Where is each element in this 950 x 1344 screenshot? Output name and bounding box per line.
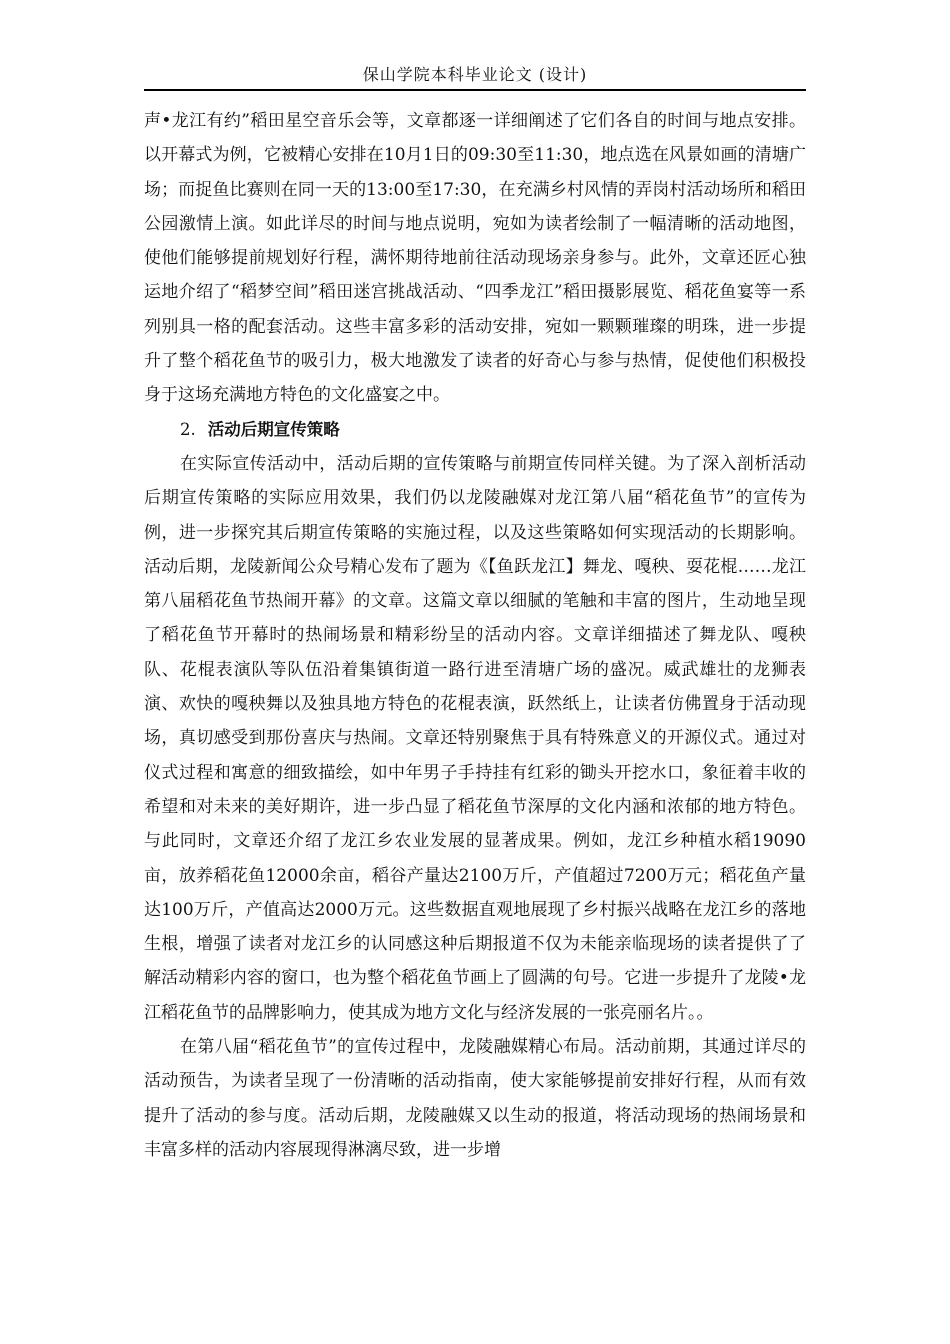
paragraph-summary: 在第八届“稻花鱼节”的宣传过程中，龙陵融媒精心布局。活动前期，其通过详尽的活动预告，为读者呈现了一份清晰的活动指南，使大家能够提前安排好行程，从而有效提升了活动的参与度。活动后期，龙陵融媒又以生动的报道，将活动现场的热闹场景和丰富多样的活动内容展现得淋漓尽致，进一步增 (144, 1037, 806, 1160)
section-number: 2. (180, 419, 196, 439)
paragraph-continued: 声•龙江有约”稻田星空音乐会等，文章都逐一详细阐述了它们各自的时间与地点安排。以开幕式为例，它被精心安排在10月1日的09:30至11:30，地点选在风景如画的清塘广场；而捉鱼比赛则在同一天的13:00至17:30，在充满乡村风情的弄岗村活动场所和稻田公园激情上演。如此详尽的时间与地点说明，宛如为读者绘制了一幅清晰的活动地图，使他们能够提前规划好行程，满怀期待地前往活动现场亲身参与。此外，文章还匠心独运地介绍了“稻梦空间”稻田迷宫挑战活动、“四季龙江”稻田摄影展览、稻花鱼宴等一系列别具一格的配套活动。这些丰富多彩的活动安排，宛如一颗颗璀璨的明珠，进一步提升了整个稻花鱼节的吸引力，极大地激发了读者的好奇心与参与热情，促使他们积极投身于这场充满地方特色的文化盛宴之中。 (144, 111, 806, 406)
page-header: 保山学院本科毕业论文 (设计) (362, 65, 588, 84)
paragraph-post-event-strategy: 在实际宣传活动中，活动后期的宣传策略与前期宣传同样关键。为了深入剖析活动后期宣传策略的实际应用效果，我们仍以龙陵融媒对龙江第八届“稻花鱼节”的宣传为例，进一步探究其后期宣传策略的实施过程，以及这些策略如何实现活动的长期影响。活动后期，龙陵新闻公众号精心发布了题为《【鱼跃龙江】舞龙、嘎秧、耍花棍……龙江第八届稻花鱼节热闹开幕》的文章。这篇文章以细腻的笔触和丰富的图片，生动地呈现了稻花鱼节开幕时的热闹场景和精彩纷呈的活动内容。文章详细描述了舞龙队、嘎秧队、花棍表演队等队伍沿着集镇街道一路行进至清塘广场的盛况。威武雄壮的龙狮表演、欢快的嘎秧舞以及独具地方特色的花棍表演，跃然纸上，让读者仿佛置身于活动现场，真切感受到那份喜庆与热闹。文章还特别聚焦于具有特殊意义的开源仪式。通过对仪式过程和寓意的细致描绘，如中年男子手持挂有红彩的锄头开挖水口，象征着丰收的希望和对未来的美好期许，进一步凸显了稻花鱼节深厚的文化内涵和浓郁的地方特色。与此同时，文章还介绍了龙江乡农业发展的显著成果。例如，龙江乡种植水稻19090亩，放养稻花鱼12000余亩，稻谷产量达2100万斤，产值超过7200万元；稻花鱼产量达100万斤，产值高达2000万元。这些数据直观地展现了乡村振兴战略在龙江乡的落地生根，增强了读者对龙江乡的认同感这种后期报道不仅为未能亲临现场的读者提供了了解活动精彩内容的窗口，也为整个稻花鱼节画上了圆满的句号。它进一步提升了龙陵•龙江稻花鱼节的品牌影响力，使其成为地方文化与经济发展的一张亮丽名片。。 (144, 453, 806, 1023)
header-rule (144, 89, 806, 91)
section-title: 活动后期宣传策略 (207, 419, 340, 439)
section-heading (144, 413, 806, 447)
document-body (144, 104, 806, 1167)
